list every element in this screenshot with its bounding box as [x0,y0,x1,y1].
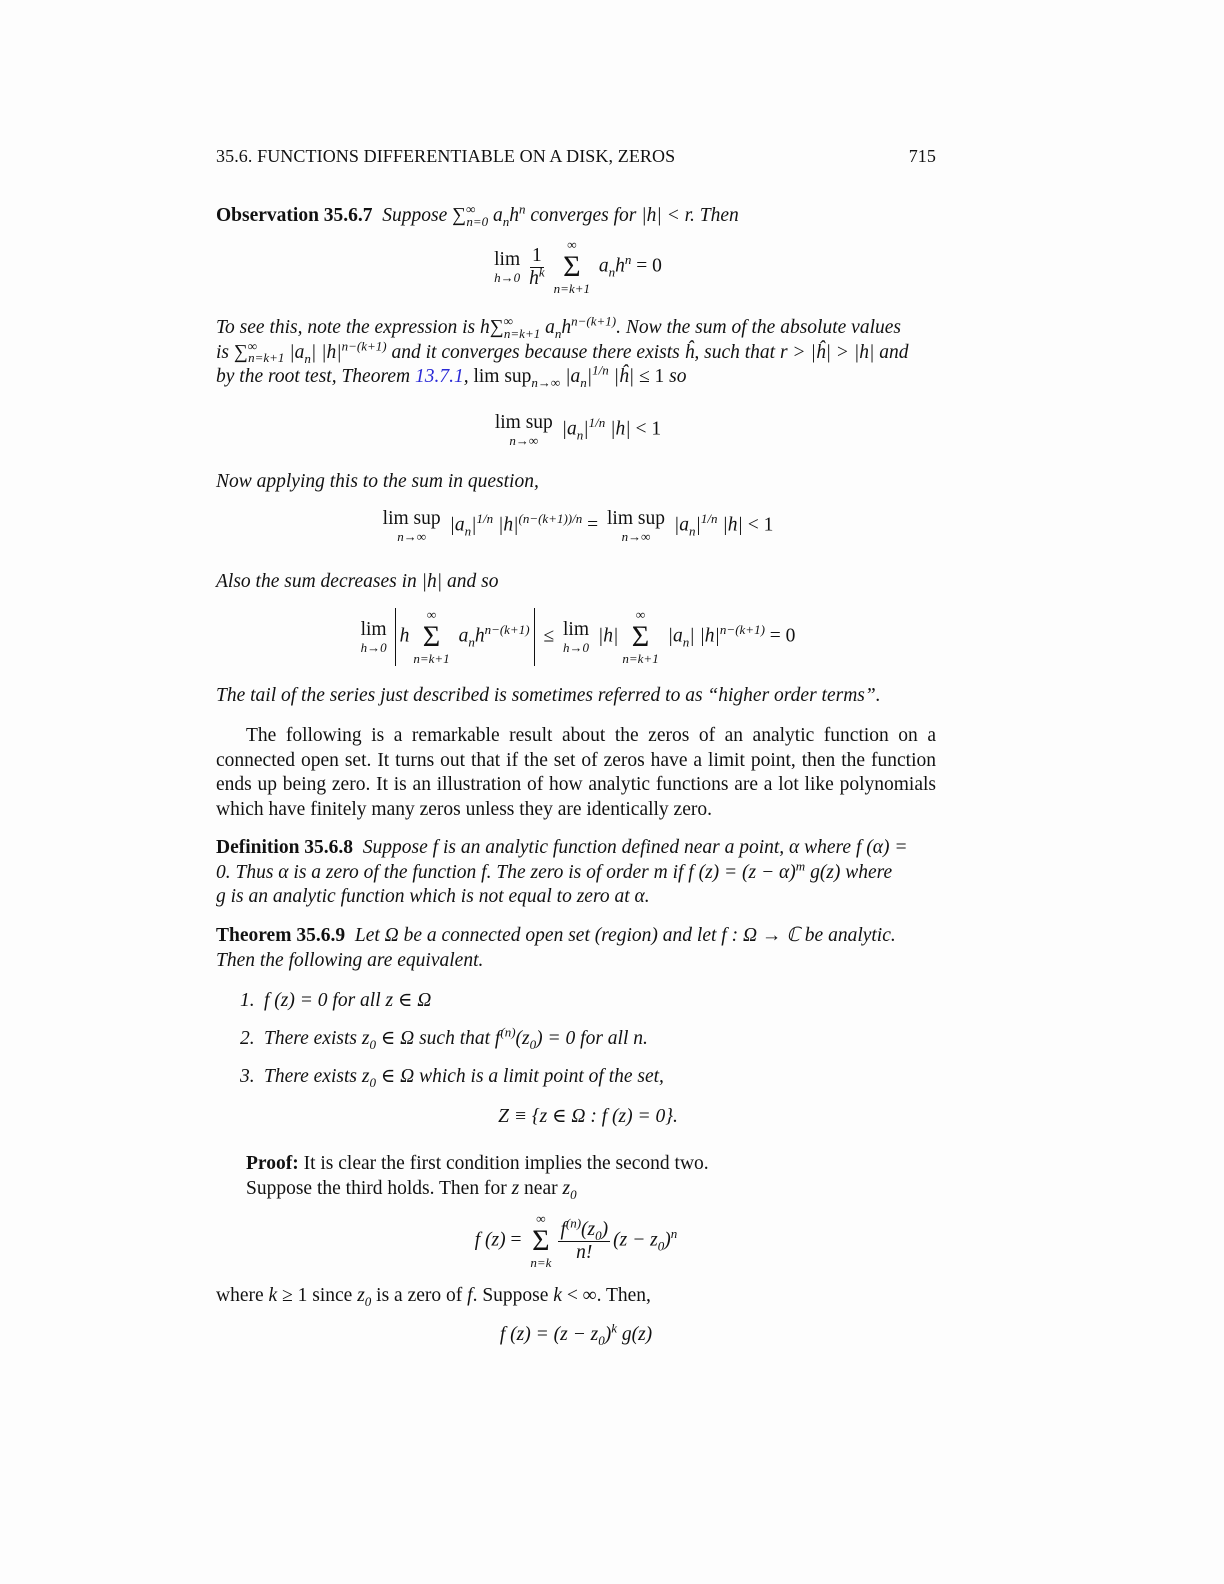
definition-statement: Definition 35.6.8 Suppose f is an analytic function defined near a point, α where f (α) = 0. Thus α is a zero of the function f. The zero is of order m if f $(z) = (z - \alpha)^m$ g(z) where g is an analytic function which is not equal to zero at α. [216,837,908,907]
equation-limit-sum: lim h→0 $\frac{1}{h^k}$ ∞ Σ n=k+1 $a_nh^n = 0$ [494,237,662,296]
equation-limsup-rewrite: lim sup n→∞ $|a_n|^{1/n}$ $|h|^{(n-(k+1))/n}$ = lim sup n→∞ $|a_n|^{1/n}$ |h| < 1 [382,508,774,544]
list-item: 1. f (z) = 0 for all z ∈ Ω [240,990,432,1011]
page-number: 715 [908,146,936,166]
proof-label: Proof: [246,1153,299,1174]
observation-paragraph: To see this, note the expression is $h\sum^\infty_{n=k+1}$ $a_nh^{n-(k+1)}$. Now the sum of the absolute values is $\sum^\infty_{n=k+1}$ $|a_n|$ $|h|^{n-(k+1)}$ and it converges because there exists ĥ, such that r > |ĥ| > |h| and by the root test, Theorem 13.7.1, lim sup$_{n\to\infty}$ $|a_n|^{1/n}$ |ĥ| ≤ 1 so [216,313,909,390]
theorem-link[interactable]: 13.7.1 [414,366,464,387]
page [216,146,936,1348]
equation-tail-bound: lim h→0 h ∞ Σ n=k+1 $a_nh^{n-(k+1)}$ ≤ lim h→0 |h| ∞ Σ n=k+1 $|a_n|$ $|h|^{n-(k+1)} = 0$ [360,607,796,666]
observation-label: Observation 35.6.7 [216,205,373,226]
equation-taylor: f (z) = ∞ Σ n=k $\frac{f^{(n)}(z_0)}{n!}$ $(z - z_0)^n$ [474,1211,678,1270]
equation-limsup: lim sup n→∞ $|a_n|^{1/n}$ |h| < 1 [494,412,662,448]
definition-label: Definition 35.6.8 [216,837,354,858]
observation-apply: Now applying this to the sum in question, [216,471,539,492]
proof-continued: where k ≥ 1 since $z_0$ is a zero of f. Suppose k < ∞. Then, [216,1285,651,1309]
list-item: 2. There exists $z_0$ ∈ Ω such that $f^{(n)}(z_0) = 0$ for all n. [240,1024,648,1052]
proof: Proof: It is clear the first condition implies the second two. Suppose the third holds. Then for z near $z_0$ [246,1153,709,1202]
running-head [216,146,936,167]
section-title: 35.6. FUNCTIONS DIFFERENTIABLE ON A DISK, ZEROS [216,146,676,166]
theorem-statement: Theorem 35.6.9 Let Ω be a connected open set (region) and let f : Ω → ℂ be analytic. Then the following are equivalent. [216,925,896,971]
list-item: 3. There exists $z_0$ ∈ Ω which is a limit point of the set, [240,1066,664,1090]
theorem-label: Theorem 35.6.9 [216,925,346,946]
observation-statement: Observation 35.6.7 Suppose $\sum^\infty_{n=0}$ $a_nh^n$ converges for |h| < r. Then [216,201,739,229]
observation-decreases: Also the sum decreases in |h| and so [216,571,499,592]
observation-tail-note: The tail of the series just described is sometimes referred to as “higher order terms”. [216,685,881,706]
equation-zero-set: Z ≡ {z ∈ Ω : f (z) = 0}. [498,1106,678,1127]
body-paragraph: The following is a remarkable result about the zeros of an analytic function on a connected open set. It turns out that if the set of zeros have a limit point, then the function ends up being zero. It is an illustration of how analytic functions are a lot like polynomials which have finitely many zeros unless they are identically zero. [216,725,936,820]
equation-factorization: f $(z) = (z - z_0)^k$ g(z) [499,1320,653,1348]
